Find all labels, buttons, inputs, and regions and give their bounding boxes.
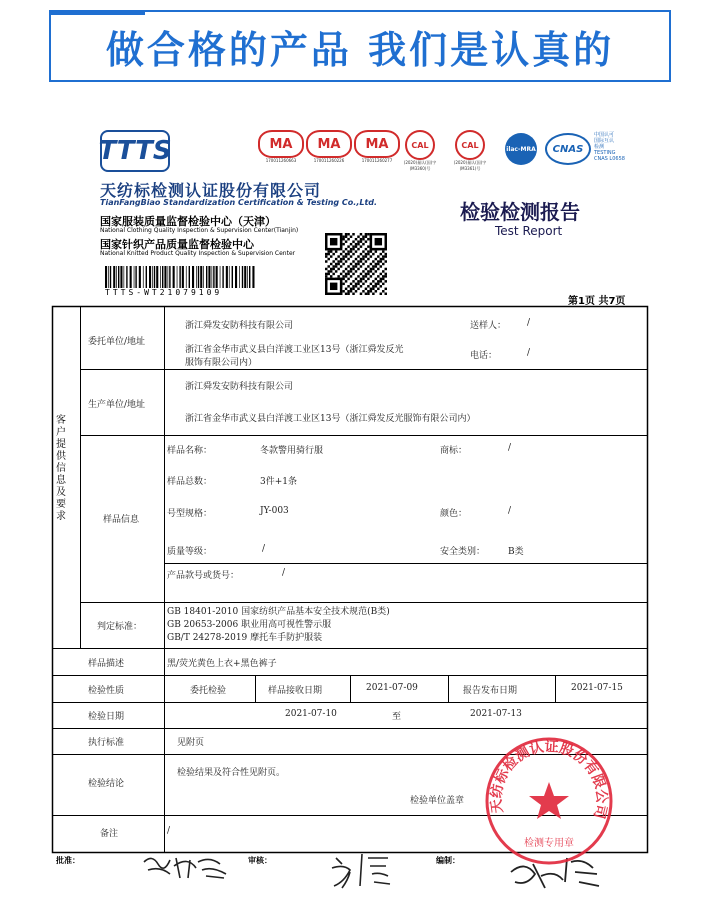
cma-mark: MA	[306, 130, 352, 158]
sample-name-value: 冬款警用骑行服	[260, 446, 324, 456]
seal-center-text: 检测专用章	[524, 838, 574, 849]
description-label: 样品描述	[88, 659, 125, 669]
banner-title: 做合格的产品 我们是认真的	[105, 27, 615, 72]
phone-label: 电话：	[470, 351, 498, 361]
color-value: /	[508, 506, 512, 516]
sender-value: /	[527, 318, 531, 328]
exec-standard-label: 执行标准	[88, 738, 125, 748]
client-address-line2: 服饰有限公司内）	[185, 358, 258, 368]
exec-standard-value: 见附页	[177, 738, 205, 748]
receive-date-value: 2021-07-09	[366, 683, 418, 693]
clothing-center-cn: 国家服装质量监督检验中心（天津）	[100, 215, 276, 228]
cma-number: 170011260277	[361, 158, 393, 163]
item-no-value: /	[282, 568, 286, 578]
ilac-mra-logo: ilac-MRA	[505, 133, 537, 165]
quality-label: 质量等级：	[167, 547, 213, 557]
remark-value: /	[167, 826, 171, 836]
trademark-value: /	[508, 443, 512, 453]
remark-label: 备注	[100, 829, 119, 839]
sample-qty-value: 3件+1条	[260, 477, 297, 487]
cnas-caption-line: TESTING	[594, 150, 616, 156]
approve-label: 批准：	[56, 856, 80, 865]
sample-info-label: 样品信息	[103, 515, 140, 525]
compile-label: 编制：	[436, 856, 460, 865]
item-no-label: 产品款号或货号：	[167, 571, 240, 581]
model-value: JY-003	[260, 506, 289, 516]
standard-label: 判定标准：	[97, 622, 143, 632]
seal-ring-text: 天纺标检测认证股份有限公司	[488, 739, 610, 821]
standard-line-1: GB 18401-2010 国家纺织产品基本安全技术规范(B类)	[167, 607, 390, 617]
client-label: 委托单位/地址	[88, 337, 146, 347]
company-name-cn: 天纺标检测认证股份有限公司	[100, 181, 322, 200]
clothing-center-en: National Clothing Quality Inspection & Supervision Center(Tianjin)	[100, 227, 299, 234]
cnas-caption-line: 中国认可	[594, 132, 615, 138]
cal-mark: CAL	[455, 130, 485, 160]
safety-label: 安全类别：	[440, 547, 486, 557]
test-date-to: 至	[392, 712, 402, 722]
producer-address: 浙江省金华市武义县白洋渡工业区13号（浙江舜发反光服饰有限公司内）	[185, 414, 476, 424]
sample-name-label: 样品名称：	[167, 446, 213, 456]
cnas-caption-line: 检测	[594, 144, 605, 150]
test-start-date: 2021-07-10	[285, 709, 337, 719]
review-label: 审核：	[248, 856, 272, 865]
producer-label: 生产单位/地址	[88, 400, 146, 410]
sample-qty-label: 样品总数：	[167, 477, 213, 487]
client-info-side-label: 客户提供信息及要求	[56, 415, 66, 522]
cma-number: 170011260663	[265, 158, 297, 163]
conclusion-label: 检验结论	[88, 779, 125, 789]
issue-date-value: 2021-07-15	[571, 683, 623, 693]
conclusion-value: 检验结果及符合性见附页。	[177, 768, 286, 778]
barcode-number: TTTS-WT21079109	[105, 288, 223, 297]
producer-name: 浙江舜发安防科技有限公司	[185, 382, 294, 392]
issue-date-label: 报告发布日期	[463, 686, 518, 696]
safety-value: B类	[508, 547, 524, 557]
cma-number: 170011260226	[313, 158, 345, 163]
client-name: 浙江舜发安防科技有限公司	[185, 321, 294, 331]
cnas-caption-line: 国际互认	[594, 138, 615, 144]
report-title-en: Test Report	[495, 224, 563, 238]
company-name-en: TianFangBiao Standardization Certification & Testing Co.,Ltd.	[100, 198, 378, 207]
knitted-center-cn: 国家针织产品质量监督检验中心	[100, 238, 254, 251]
standard-line-3: GB/T 24278-2019 摩托车手防护服装	[167, 633, 323, 643]
cal-number: (2020)量认(国)字(M3360)号	[403, 160, 437, 171]
description-value: 黑/荧光黄色上衣+黑色裤子	[167, 659, 277, 669]
test-end-date: 2021-07-13	[470, 709, 522, 719]
approver-signature	[140, 852, 230, 882]
receive-date-label: 样品接收日期	[268, 686, 323, 696]
quality-value: /	[262, 544, 266, 554]
cma-mark: MA	[258, 130, 304, 158]
knitted-center-en: National Knitted Product Quality Inspection & Supervision Center	[100, 250, 296, 257]
official-test-seal	[482, 734, 616, 868]
trademark-label: 商标：	[440, 446, 468, 456]
page-indicator: 第1页 共7页	[568, 296, 626, 307]
reviewer-signature	[328, 850, 398, 890]
cma-mark: MA	[354, 130, 400, 158]
ttts-logo: TTTS	[100, 130, 170, 172]
model-label: 号型规格：	[167, 509, 213, 519]
phone-value: /	[527, 348, 531, 358]
report-title: 检验检测报告	[460, 200, 580, 224]
cal-mark: CAL	[405, 130, 435, 160]
cal-number: (2020)量认(国)字(M3361)号	[453, 160, 487, 171]
client-address-line1: 浙江省金华市武义县白洋渡工业区13号（浙江舜发反光	[185, 345, 404, 355]
sender-label: 送样人：	[470, 321, 507, 331]
cnas-logo: CNAS	[545, 133, 591, 165]
standard-line-2: GB 20653-2006 职业用高可视性警示服	[167, 620, 332, 630]
test-date-label: 检验日期	[88, 712, 125, 722]
seal-note: 检验单位盖章	[410, 796, 465, 806]
color-label: 颜色：	[440, 509, 468, 519]
nature-label: 检验性质	[88, 686, 125, 696]
cnas-caption-line: CNAS L0658	[594, 156, 625, 162]
nature-value: 委托检验	[190, 686, 227, 696]
